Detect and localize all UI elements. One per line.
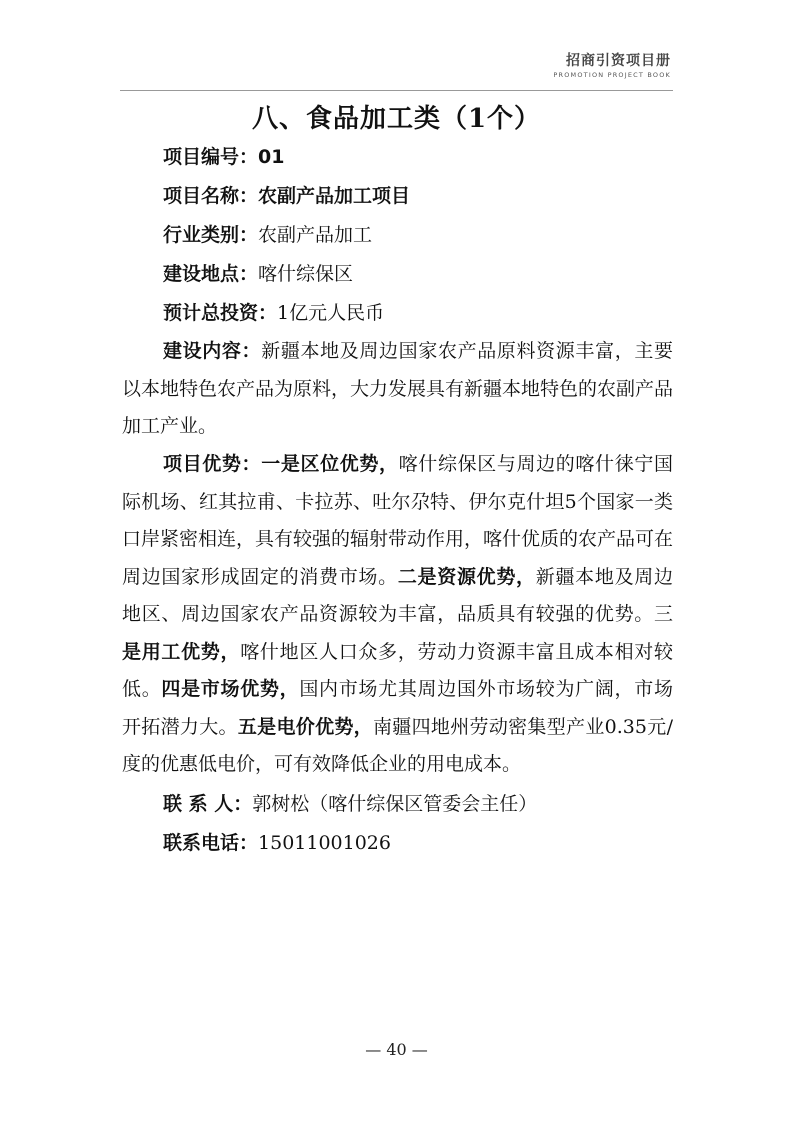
construction-content-label: 建设内容：: [163, 340, 262, 362]
construction-location-value: 喀什综保区: [258, 263, 354, 285]
advantage-4-heading: 四是市场优势，: [161, 678, 300, 700]
contact-phone-label: 联系电话：: [163, 831, 259, 854]
total-investment-label: 预计总投资：: [163, 302, 278, 324]
construction-location-label: 建设地点：: [163, 263, 259, 285]
brand-subtitle: PROMOTION PROJECT BOOK: [553, 71, 671, 79]
construction-content-text: 新疆本地及周边国家农产品原料资源丰富，主要以本地特色农产品为原料，大力发展具有新疆本地特色的农副产品加工产业。: [122, 340, 674, 437]
contact-person-label: 联 系 人：: [163, 792, 253, 815]
project-advantages: [122, 446, 673, 784]
project-name: [122, 177, 673, 216]
advantage-4-text: 国内市场尤其周边国外市场较为广阔，市场开拓潜力大。: [122, 678, 673, 738]
contact-person: [122, 785, 673, 824]
industry-category-value: 农副产品加工: [258, 224, 373, 246]
advantage-2-text: 新疆本地及周边地区、周边国家农产品资源较为丰富，品质具有较强的优势。: [122, 565, 673, 625]
advantage-5-heading: 五是电价优势，: [237, 715, 373, 738]
project-name-value: 农副产品加工项目: [258, 185, 411, 207]
advantage-3-text: 喀什地区人口众多，劳动力资源丰富且成本相对较低。: [122, 640, 673, 700]
construction-location: [122, 255, 673, 294]
contact-person-value: 郭树松（喀什综保区管委会主任）: [252, 792, 538, 815]
project-advantages-label: 项目优势：: [163, 453, 262, 475]
header-divider: [120, 90, 673, 91]
project-content: [122, 138, 673, 863]
advantage-2-heading: 二是资源优势，: [397, 565, 536, 588]
brand-title: 招商引资项目册: [566, 53, 671, 69]
page-number: — 40 —: [365, 1040, 428, 1059]
advantage-3-heading: 是用工优势，: [122, 640, 241, 663]
total-investment: [122, 294, 673, 333]
construction-content: [122, 333, 673, 446]
advantage-5-text: 南疆四地州劳动密集型产业0.35元/度的优惠低电价，可有效降低企业的用电成本。: [122, 715, 673, 775]
project-number-value: 01: [258, 146, 285, 168]
header: [553, 50, 671, 79]
project-number: [122, 138, 673, 177]
advantage-1-text: 喀什综保区与周边的喀什徕宁国际机场、红其拉甫、卡拉苏、吐尔尕特、伊尔克什坦5个国家一类口岸紧密相连，具有较强的辐射带动作用，喀什优质的农产品可在周边国家形成固定的消费市场。: [122, 453, 674, 588]
industry-category-label: 行业类别：: [163, 224, 259, 246]
project-number-label: 项目编号：: [163, 146, 259, 168]
project-name-label: 项目名称：: [163, 185, 259, 207]
total-investment-value: 1亿元人民币: [277, 302, 385, 324]
advantage-3-prefix: 三: [653, 603, 673, 625]
contact-phone: [122, 824, 673, 863]
section-title: 八、食品加工类（1个）: [251, 104, 542, 134]
industry-category: [122, 216, 673, 255]
advantage-1-heading: 一是区位优势，: [261, 453, 399, 475]
contact-phone-value: 15011001026: [258, 831, 391, 854]
